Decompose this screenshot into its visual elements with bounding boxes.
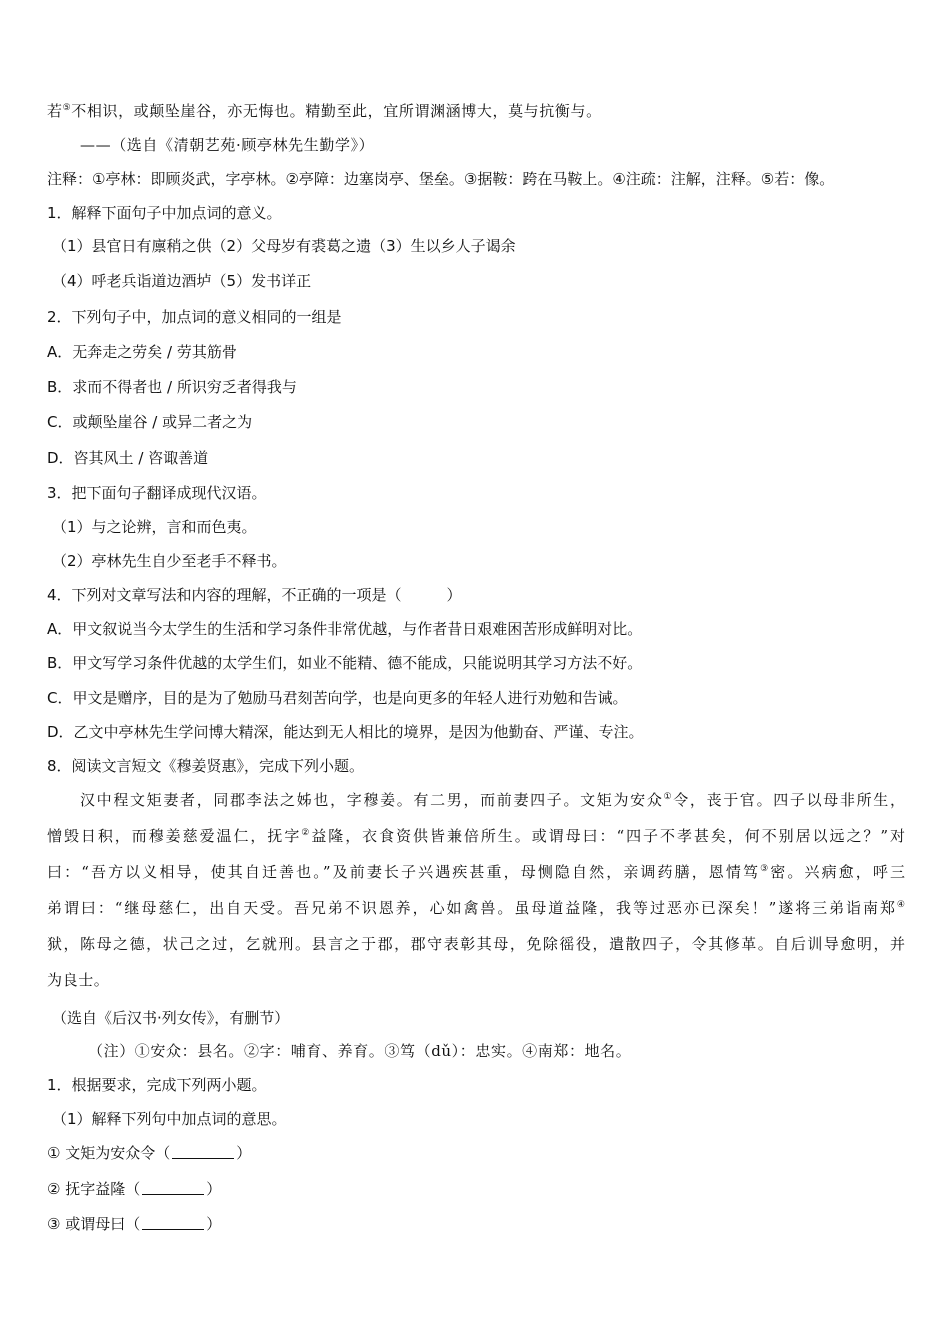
q3-item-1: （1）与之论辨，言和而色夷。 bbox=[52, 518, 257, 536]
q4-option-c: C．甲文是赠序，目的是为了勉励马君刻苦向学，也是向更多的年轻人进行劝勉和告诫。 bbox=[47, 689, 628, 707]
passage-b-line-3: 曰：“吾方以义相导，使其自迁善也。”及前妻长子兴遇疾甚重，母恻隐自然，亲调药膳，恩情笃③密。兴病愈，呼三 bbox=[47, 863, 905, 881]
passage-a-notes: 注释：①亭林：即顾炎武，字亭林。②亭障：边塞岗亭、堡垒。③据鞍：跨在马鞍上。④注疏：注解，注释。⑤若：像。 bbox=[47, 170, 835, 188]
q1-line2: （4）呼老兵诣道边酒垆（5）发书详正 bbox=[52, 272, 312, 290]
s8-q1-title: 1．根据要求，完成下列两小题。 bbox=[47, 1076, 267, 1094]
q1-title: 1．解释下面句子中加点词的意义。 bbox=[47, 204, 282, 222]
q2-option-d: D．咨其风土 / 咨诹善道 bbox=[47, 449, 209, 467]
q4-title: 4．下列对文章写法和内容的理解，不正确的一项是（ ） bbox=[47, 586, 462, 604]
q2-title: 2．下列句子中，加点词的意义相同的一组是 bbox=[47, 308, 342, 326]
s8-q1-sub1: （1）解释下列句中加点词的意思。 bbox=[52, 1110, 287, 1128]
q2-option-b: B．求而不得者也 / 所识穷乏者得我与 bbox=[47, 378, 297, 396]
s8-q1-item-2: ② 抚字益隆（ ） bbox=[47, 1180, 222, 1198]
q4-option-d: D．乙文中亭林先生学问博大精深，能达到无人相比的境界，是因为他勤奋、严谨、专注。 bbox=[47, 723, 644, 741]
passage-b-source: （选自《后汉书·列女传》，有删节） bbox=[52, 1009, 290, 1027]
passage-a-last-line: 若⑤不相识，或颠坠崖谷，亦无悔也。精勤至此，宜所谓渊涵博大，莫与抗衡与。 bbox=[47, 102, 602, 120]
q4-option-b: B．甲文写学习条件优越的太学生们，如业不能精、德不能成，只能说明其学习方法不好。 bbox=[47, 654, 643, 672]
q3-title: 3．把下面句子翻译成现代汉语。 bbox=[47, 484, 267, 502]
passage-b-line-2: 憎毁日积，而穆姜慈爱温仁，抚字②益隆，衣食资供皆兼倍所生。或谓母曰：“四子不孝甚矣，何不别居以远之？”对 bbox=[47, 827, 905, 845]
s8-q1-item-1: ① 文矩为安众令（ ） bbox=[47, 1144, 252, 1162]
s8-q1-item-3: ③ 或谓母曰（ ） bbox=[47, 1215, 222, 1233]
section8-title: 8．阅读文言短文《穆姜贤惠》，完成下列小题。 bbox=[47, 757, 365, 775]
q1-line1: （1）县官日有廪稍之供（2）父母岁有裘葛之遗（3）生以乡人子谒余 bbox=[52, 237, 516, 255]
passage-a-source: ——（选自《清朝艺苑·顾亭林先生勤学》） bbox=[80, 136, 375, 154]
answer-blank-3[interactable] bbox=[142, 1215, 204, 1230]
passage-b-line-5: 狱，陈母之德，状己之过，乞就刑。县言之于郡，郡守表彰其母，免除徭役，遣散四子，令其修革。自后训导愈明，并 bbox=[47, 935, 905, 953]
passage-b-notes: （注）①安众：县名。②字：哺育、养育。③笃（dǔ）：忠实。④南郑：地名。 bbox=[88, 1042, 632, 1060]
answer-blank-2[interactable] bbox=[142, 1180, 204, 1195]
answer-blank-1[interactable] bbox=[172, 1144, 234, 1159]
passage-b-line-4: 弟谓曰：“继母慈仁，出自天受。吾兄弟不识恩养，心如禽兽。虽母道益隆，我等过恶亦已深矣！”遂将三弟诣南郑④ bbox=[47, 899, 905, 917]
q2-option-a: A．无奔走之劳矣 / 劳其筋骨 bbox=[47, 343, 237, 361]
passage-b-line-1: 汉中程文矩妻者，同郡李法之姊也，字穆姜。有二男，而前妻四子。文矩为安众①令，丧于官。四子以母非所生， bbox=[80, 791, 905, 809]
q4-option-a: A．甲文叙说当今太学生的生活和学习条件非常优越，与作者昔日艰难困苦形成鲜明对比。 bbox=[47, 620, 643, 638]
passage-b-line-6: 为良士。 bbox=[47, 971, 110, 989]
q3-item-2: （2）亭林先生自少至老手不释书。 bbox=[52, 552, 287, 570]
q2-option-c: C．或颠坠崖谷 / 或异二者之为 bbox=[47, 413, 253, 431]
